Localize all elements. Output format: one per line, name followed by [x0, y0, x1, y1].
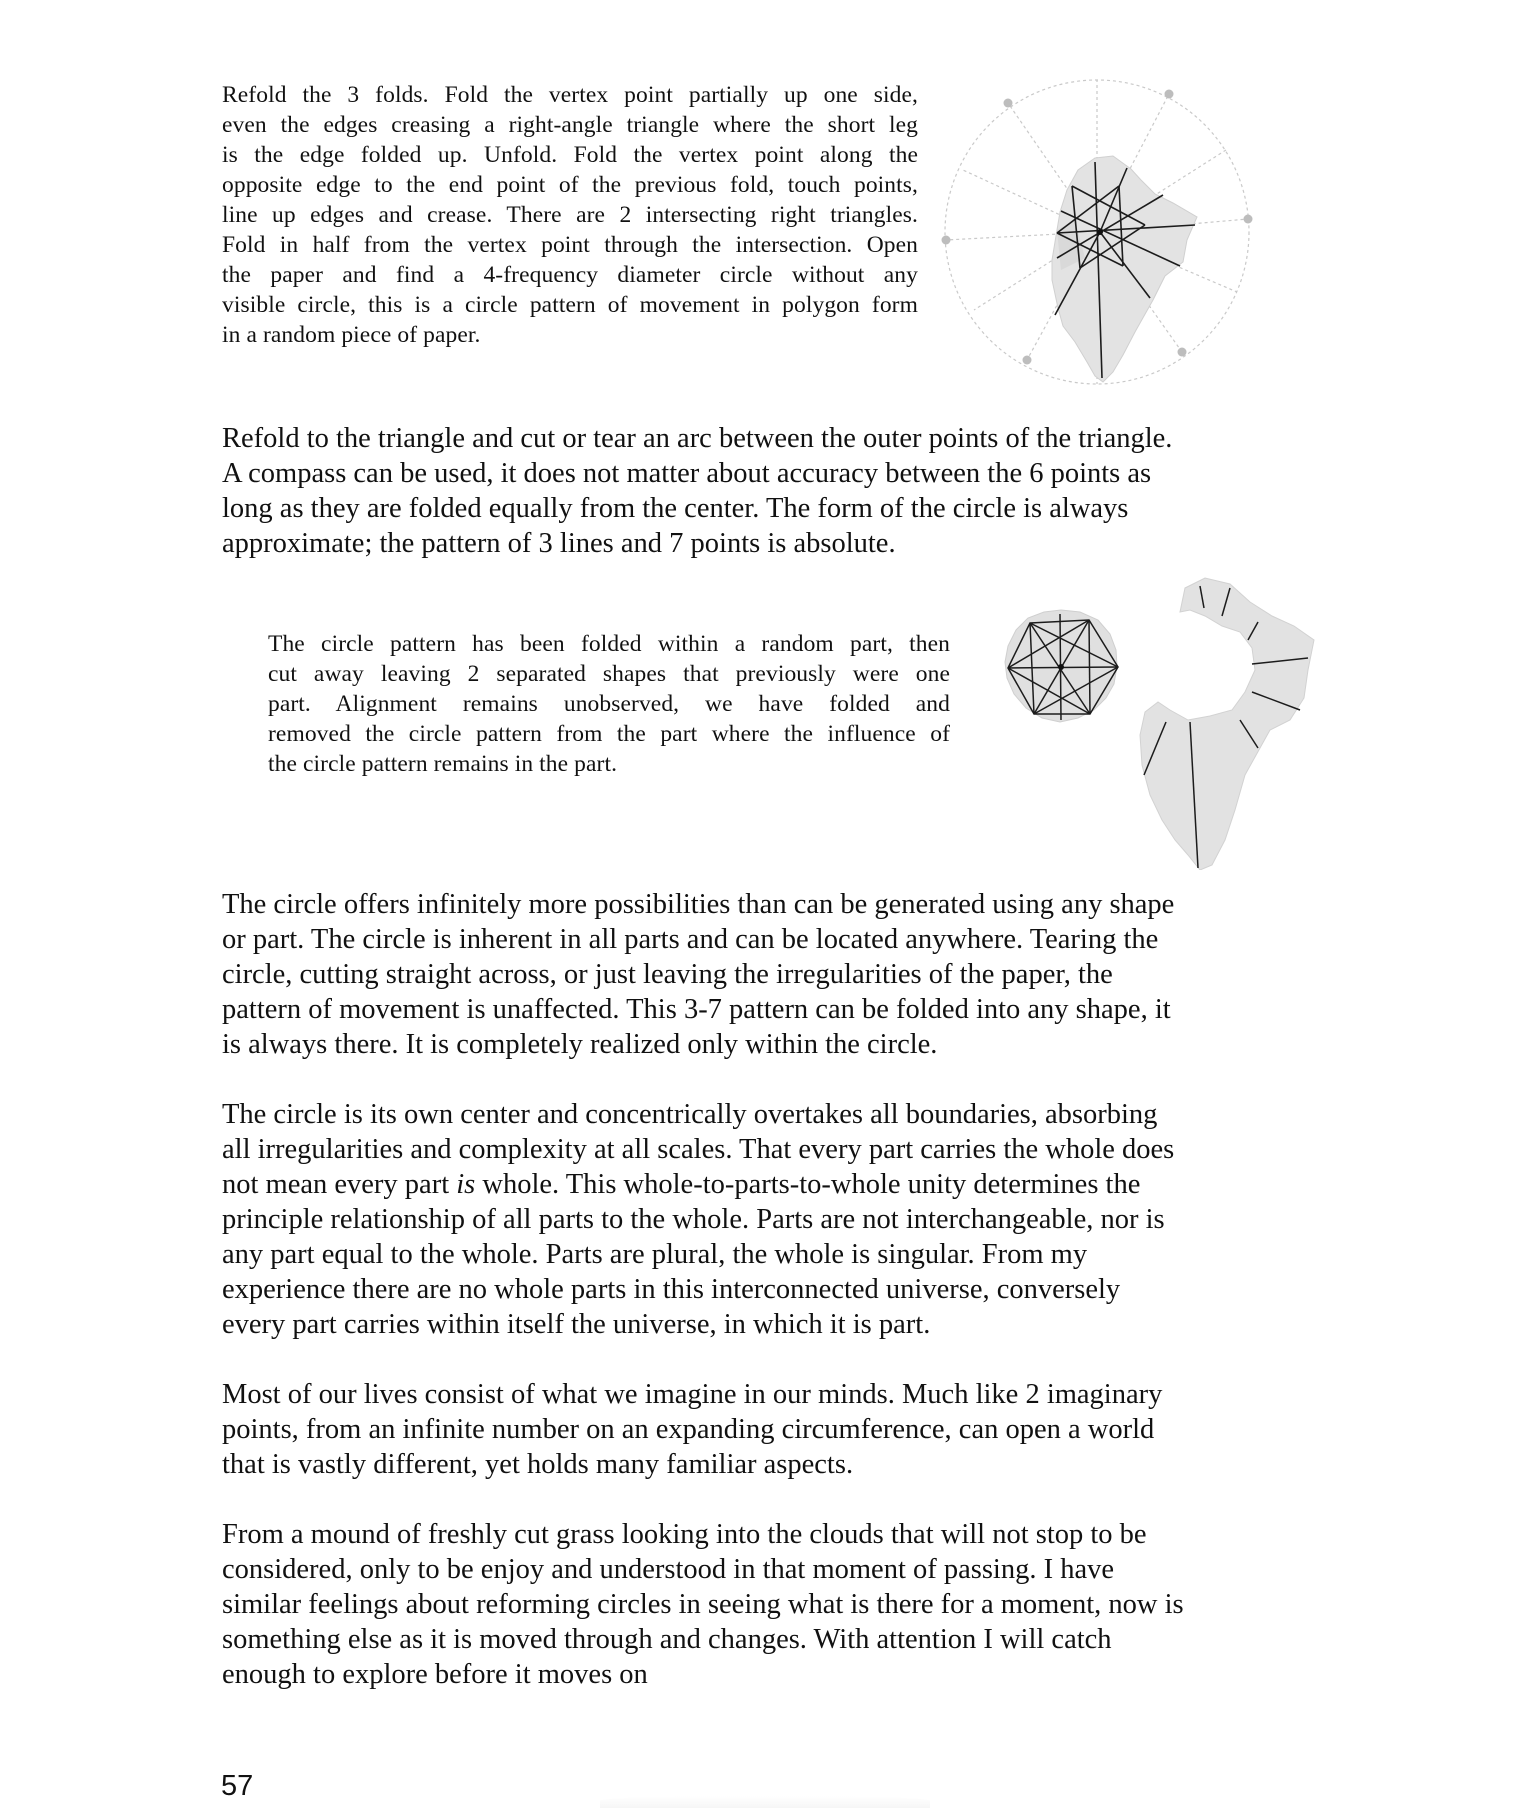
text-run: not mean every part — [222, 1169, 457, 1200]
text-line: every part carries within itself the universe, in which it is part. — [222, 1309, 931, 1340]
text-line: considered, only to be enjoy and understood in that moment of passing. I have — [222, 1554, 1115, 1585]
text-line: Refold the 3 folds. Fold the vertex point partially up one side, — [222, 82, 918, 108]
italic-emphasis: is — [456, 1169, 476, 1200]
text-line: principle relationship of all parts to the whole. Parts are not interchangeable, nor is — [222, 1204, 1165, 1235]
text-line: the paper and find a 4-frequency diameter circle without any — [222, 262, 918, 288]
text-line: A compass can be used, it does not matter about accuracy between the 6 points as — [222, 458, 1152, 489]
caption-text-block — [268, 629, 950, 779]
text-line: Fold in half from the vertex point through the intersection. Open — [222, 232, 918, 258]
text-line: even the edges creasing a right-angle triangle where the short leg — [222, 112, 918, 138]
text-line: approximate; the pattern of 3 lines and 7 points is absolute. — [222, 528, 896, 559]
text-line: removed the circle pattern from the part where the influence of — [268, 721, 950, 747]
text-line: Most of our lives consist of what we imagine in our minds. Much like 2 imaginary — [222, 1379, 1163, 1410]
paragraph-circle-offers — [222, 887, 1174, 1062]
text-line: visible circle, this is a circle pattern of movement in polygon form — [222, 292, 918, 318]
cut-circle-diagram-icon — [990, 570, 1320, 870]
text-line: circle, cutting straight across, or just leaving the irregularities of the paper, the — [222, 959, 1113, 990]
text-line: in a random piece of paper. — [222, 322, 481, 348]
text-line: enough to explore before it moves on — [222, 1659, 648, 1690]
text-line: experience there are no whole parts in this interconnected universe, conversely — [222, 1274, 1121, 1305]
paragraph-own-center — [222, 1097, 1174, 1342]
text-line: part. Alignment remains unobserved, we have folded and — [268, 691, 950, 717]
text-line: Refold to the triangle and cut or tear an arc between the outer points of the triangle. — [222, 423, 1173, 454]
circle-disc — [1005, 610, 1118, 722]
text-line: is always there. It is completely realized only within the circle. — [222, 1029, 938, 1060]
text-line: the circle pattern remains in the part. — [268, 751, 618, 777]
text-line: points, from an infinite number on an expanding circumference, can open a world — [222, 1414, 1155, 1445]
text-line: something else as it is moved through and changes. With attention I will catch — [222, 1624, 1112, 1655]
text-line: From a mound of freshly cut grass looking into the clouds that will not stop to be — [222, 1519, 1147, 1550]
text-line: long as they are folded equally from the center. The form of the circle is always — [222, 493, 1129, 524]
separated-parts-figure — [990, 570, 1320, 870]
page-number: 57 — [221, 1770, 254, 1802]
text-line: pattern of movement is unaffected. This 3-7 pattern can be folded into any shape, it — [222, 994, 1171, 1025]
page-edge-shadow — [600, 1796, 930, 1808]
text-line: is the edge folded up. Unfold. Fold the vertex point along the — [222, 142, 918, 168]
paragraph-imagination — [222, 1377, 1162, 1482]
instruction-text-block — [222, 80, 918, 350]
text-line: or part. The circle is inherent in all parts and can be located anywhere. Tearing the — [222, 924, 1159, 955]
folded-paper-diagram-icon — [935, 70, 1265, 400]
text-line: The circle pattern has been folded within a random part, then — [268, 631, 950, 657]
text-line: opposite edge to the end point of the previous fold, touch points, — [222, 172, 918, 198]
text-line: that is vastly different, yet holds many familiar aspects. — [222, 1449, 854, 1480]
text-line: The circle offers infinitely more possibilities than can be generated using any shape — [222, 889, 1175, 920]
text-line: any part equal to the whole. Parts are plural, the whole is singular. From my — [222, 1239, 1088, 1270]
text-line: similar feelings about reforming circles in seeing what is there for a moment, now is — [222, 1589, 1184, 1620]
text-line: The circle is its own center and concentrically overtakes all boundaries, absorbing — [222, 1099, 1158, 1130]
circle-pattern-figure — [935, 70, 1265, 400]
text-line: cut away leaving 2 separated shapes that previously were one — [268, 661, 950, 687]
paragraph-clouds — [222, 1517, 1184, 1692]
torn-remaining-part — [1140, 578, 1314, 870]
paragraph-refold-triangle — [222, 421, 1172, 561]
text-run: whole. This whole-to-parts-to-whole unity determines the — [475, 1169, 1141, 1200]
text-line — [222, 1167, 1174, 1202]
text-line: line up edges and crease. There are 2 intersecting right triangles. — [222, 202, 918, 228]
text-line: all irregularities and complexity at all scales. That every part carries the whole does — [222, 1134, 1175, 1165]
